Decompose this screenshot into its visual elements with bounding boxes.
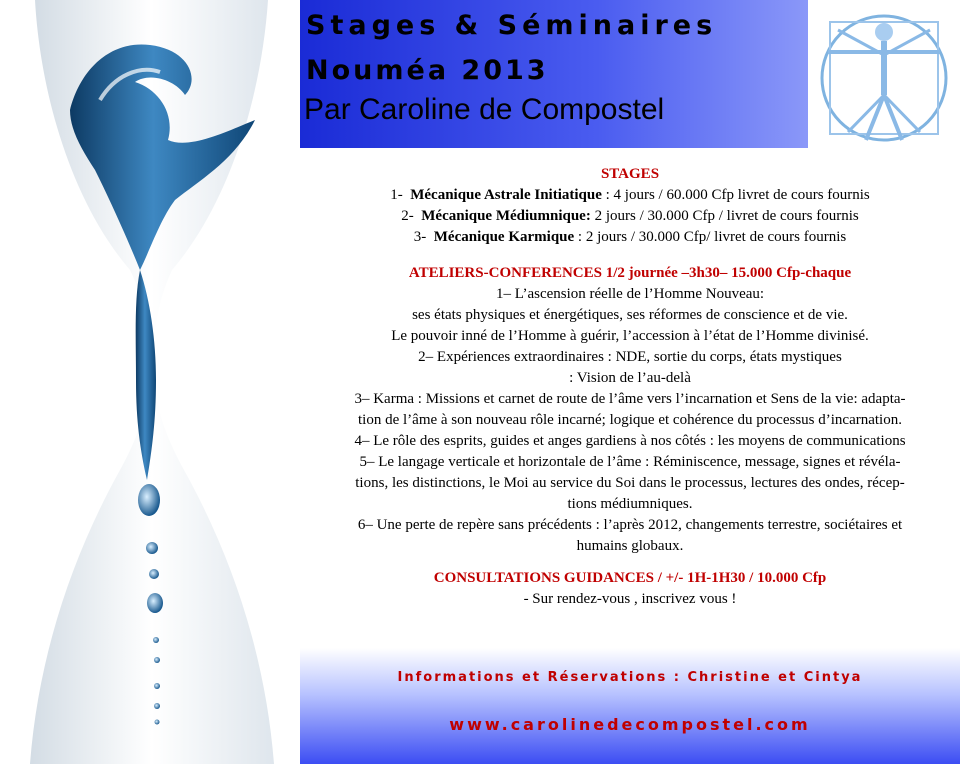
stage-number: 2-	[401, 208, 414, 224]
page-subtitle: Nouméa 2013	[306, 55, 549, 86]
stage-item	[300, 227, 960, 248]
author-line: Par Caroline de Compostel	[304, 93, 665, 126]
water-hourglass-illustration	[0, 0, 300, 764]
atelier-line: Le pouvoir inné de l’Homme à guérir, l’accession à l’état de l’Homme divinisé.	[391, 328, 869, 344]
atelier-line: tion de l’âme à son nouveau rôle incarné; logique et cohérence du processus d’incarnation.	[358, 412, 902, 428]
footer-banner	[300, 648, 960, 764]
ateliers-heading: ATELIERS-CONFERENCES 1/2 journée –3h30– 15.000 Cfp-chaque	[408, 265, 852, 281]
stages-heading: STAGES	[600, 166, 660, 182]
atelier-line: 4– Le rôle des esprits, guides et anges gardiens à nos côtés : les moyens de communications	[354, 433, 906, 449]
stage-details: 2 jours / 30.000 Cfp / livret de cours fournis	[594, 208, 859, 224]
vitruvian-man-icon	[808, 0, 960, 150]
atelier-line: 1– L’ascension réelle de l’Homme Nouveau:	[495, 286, 765, 302]
consultations-note: - Sur rendez-vous , inscrivez vous !	[523, 591, 737, 607]
ateliers-section	[300, 263, 960, 557]
page-title: Stages & Séminaires	[306, 10, 718, 41]
stage-name: Mécanique Médiumnique:	[421, 208, 591, 224]
water-drop-icon	[0, 0, 300, 764]
atelier-line: 6– Une perte de repère sans précédents : l’après 2012, changements terrestre, sociétaires et	[357, 517, 903, 533]
atelier-line: 3– Karma : Missions et carnet de route de l’âme vers l’incarnation et Sens de la vie: adapta-	[354, 391, 906, 407]
atelier-line: tions, les distinctions, le Moi au service du Soi dans le processus, lectures des ondes, récep-	[355, 475, 905, 491]
atelier-line: ses états physiques et énergétiques, ses réformes de conscience et de vie.	[412, 307, 848, 323]
atelier-line: tions médiumniques.	[567, 496, 693, 512]
stage-item	[300, 185, 960, 206]
atelier-line: : Vision de l’au-delà	[569, 370, 691, 386]
atelier-line: 2– Expériences extraordinaires : NDE, sortie du corps, états mystiques	[418, 349, 842, 365]
reservation-info: Informations et Réservations : Christine et Cintya	[397, 670, 863, 685]
website-link[interactable]: www.carolinedecompostel.com	[449, 715, 811, 734]
stage-number: 1-	[390, 187, 403, 203]
stages-section	[300, 164, 960, 248]
stage-item	[300, 206, 960, 227]
consultations-section	[300, 568, 960, 610]
stage-name: Mécanique Karmique	[433, 229, 575, 245]
program-content	[300, 148, 960, 668]
vitruvian-man-image	[808, 0, 960, 150]
atelier-line: humains globaux.	[576, 538, 684, 554]
stage-number: 3-	[413, 229, 427, 245]
consultations-heading: CONSULTATIONS GUIDANCES / +/- 1H-1H30 / 10.000 Cfp	[433, 570, 827, 586]
stage-details: : 4 jours / 60.000 Cfp livret de cours fournis	[605, 187, 870, 203]
atelier-line: 5– Le langage verticale et horizontale de l’âme : Réminiscence, message, signes et révéla-	[359, 454, 901, 470]
stage-details: : 2 jours / 30.000 Cfp/ livret de cours fournis	[577, 229, 847, 245]
stage-name: Mécanique Astrale Initiatique	[410, 187, 602, 203]
